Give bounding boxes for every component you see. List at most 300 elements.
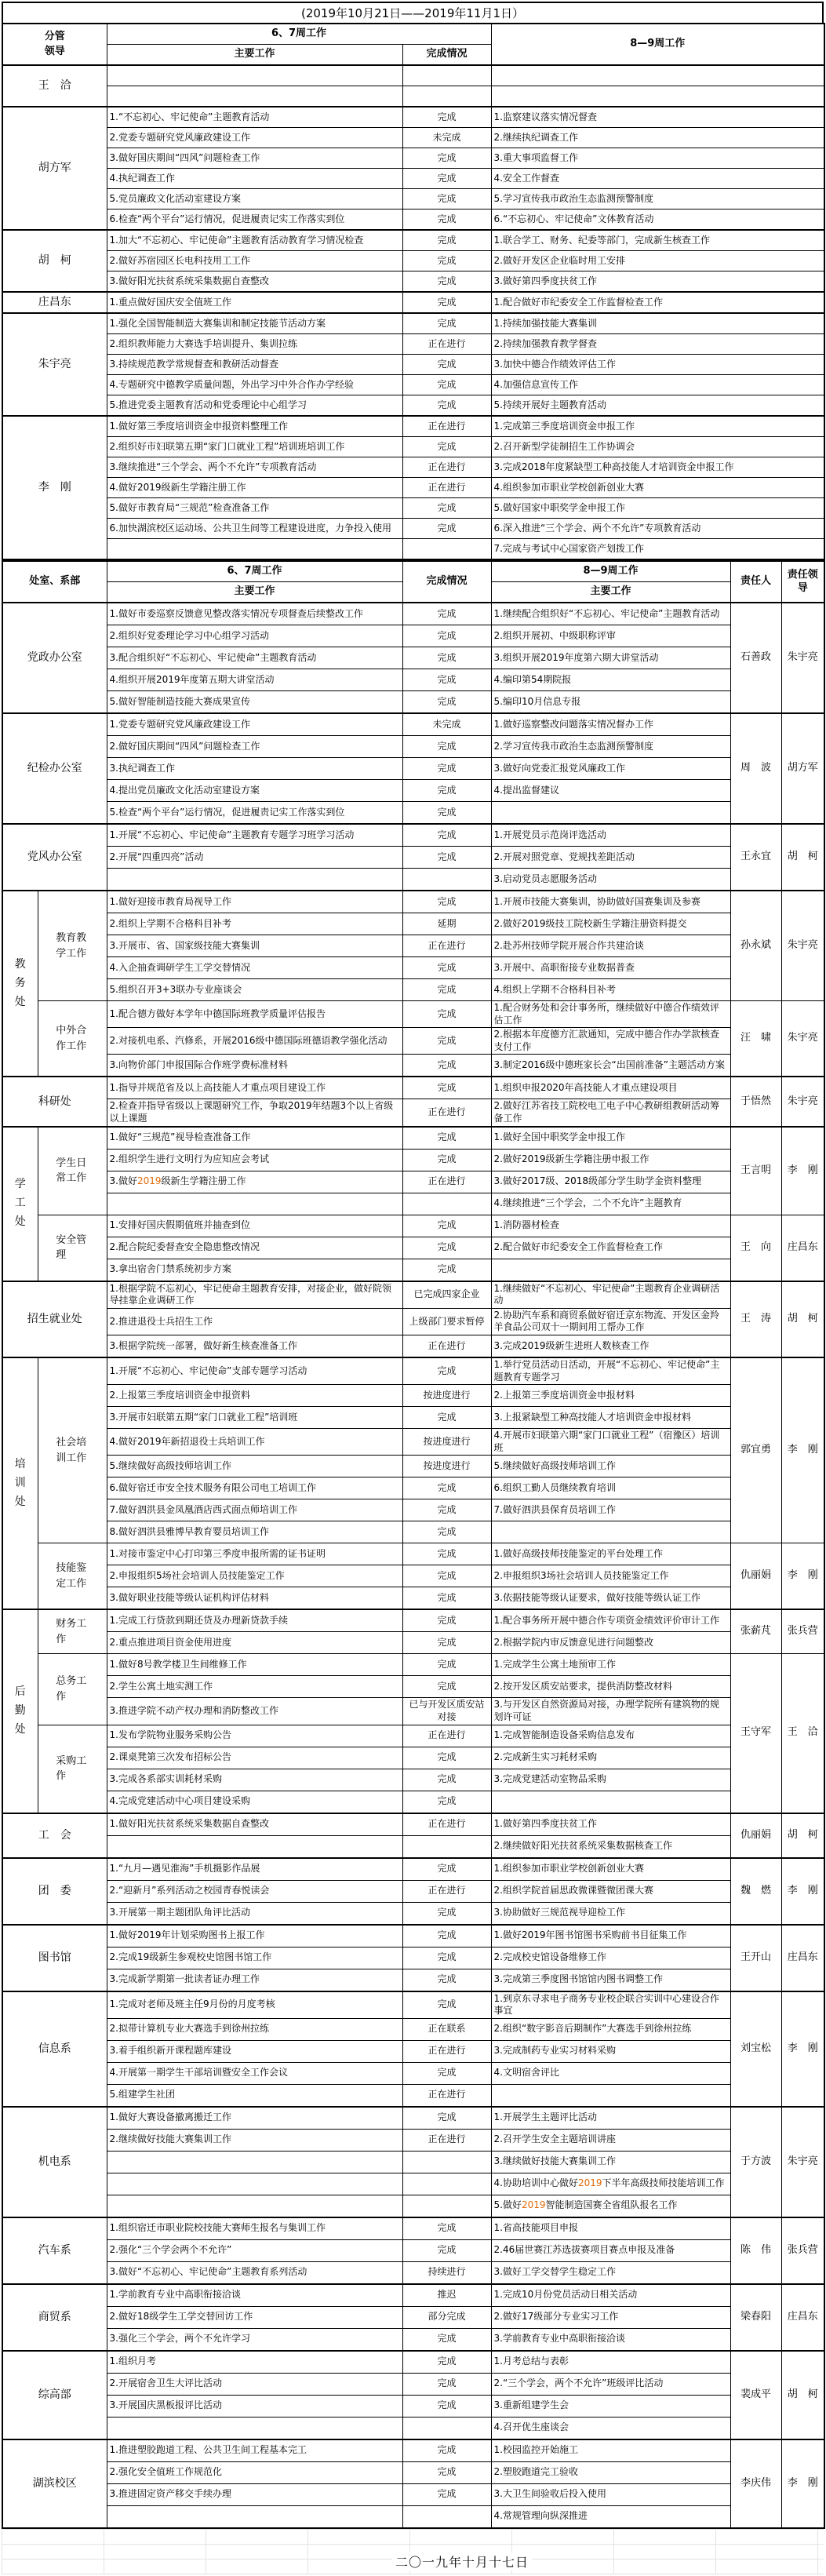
responsible-leader: 庄昌东	[781, 1215, 824, 1281]
leader-work-row	[2, 416, 824, 437]
responsible-person: 周 波	[730, 713, 781, 824]
status-cell: 完成	[402, 2239, 491, 2261]
dept-work-row	[2, 691, 824, 714]
dept-work-row	[2, 2151, 824, 2173]
dept-work-row	[2, 2306, 824, 2328]
responsible-person: 张薪芃	[730, 1609, 781, 1654]
leader-work-row	[2, 292, 824, 313]
plan-cell: 2.组织开展初、中级职称评审	[491, 625, 730, 647]
status-cell: 完成	[402, 1477, 491, 1499]
work-cell: 4.组织开展2019年度第五期大讲堂活动	[107, 669, 402, 691]
work-cell: 3.着手组织新开课程题库建设	[107, 2040, 402, 2062]
plan-cell: 1.开展学生主题评比活动	[491, 2107, 730, 2130]
plan-cell: 1.做好第四季度扶贫工作	[491, 1813, 730, 1836]
plan-cell: 6.“不忘初心、牢记使命”文体教育活动	[491, 210, 824, 231]
plan-cell: 5.做好国家中职奖学金申报工作	[491, 498, 824, 519]
responsible-leader: 李 刚	[781, 1991, 824, 2107]
dept-work-row	[2, 625, 824, 647]
plan-cell: 5.继续做好高级技师培训工作	[491, 1456, 730, 1477]
status-cell: 上级部门要求暂停	[402, 1308, 491, 1335]
dept-work-row	[2, 2417, 824, 2439]
status-cell	[402, 2505, 491, 2528]
plan-cell: 1.配合事务所开展中德合作专项资金绩效评价审计工作	[491, 1609, 730, 1632]
work-cell: 1.做好阳光扶贫系统采集数据自查整改	[107, 1813, 402, 1836]
dept-work-row	[2, 1028, 824, 1055]
status-cell: 完成	[402, 2107, 491, 2130]
leader-label: 庄昌东	[2, 292, 107, 313]
work-cell: 3.做好职业技能等级认证机构评估材料	[107, 1587, 402, 1610]
work-cell: 2.完成19级新生参观校史馆图书馆工作	[107, 1947, 402, 1969]
work-cell: 1.推进塑胶跑道工程、公共卫生间工程基本完工	[107, 2439, 402, 2462]
responsible-leader: 胡 柯	[781, 2351, 824, 2439]
responsible-person: 李庆伟	[730, 2439, 781, 2528]
dept-work-row	[2, 2461, 824, 2483]
leader-work-row	[2, 128, 824, 148]
column-header-main-work: 主要工作	[107, 45, 402, 66]
column-header-resp: 责任人	[730, 561, 781, 603]
leader-work-row	[2, 107, 824, 128]
dept-work-row	[2, 2395, 824, 2417]
dept-work-row	[2, 603, 824, 625]
dept-work-row	[2, 713, 824, 736]
work-cell: 4.专题研究中德教学质量问题，外出学习中外合作办学经验	[107, 375, 402, 395]
work-cell: 3.根据学院统一部署，做好新生核查准备工作	[107, 1335, 402, 1357]
status-cell: 完成	[402, 669, 491, 691]
plan-cell: 2.学习宣传我市政治生态监测预警制度	[491, 736, 730, 758]
responsible-person: 王 向	[730, 1215, 781, 1281]
status-cell: 正在进行	[402, 478, 491, 498]
plan-cell: 2.配合做好市纪委安全工作监督检查工作	[491, 1237, 730, 1259]
status-cell	[402, 539, 491, 560]
plan-cell: 3.完成2019级新生进班人数核查工作	[491, 1335, 730, 1357]
status-cell: 完成	[402, 1654, 491, 1676]
responsible-leader: 胡 柯	[781, 1281, 824, 1357]
column-header-leader: 分管领导	[2, 24, 107, 65]
work-cell	[107, 1193, 402, 1215]
dept-work-row	[2, 2483, 824, 2505]
responsible-person: 于悟然	[730, 1077, 781, 1126]
dept-label: 团 委	[2, 1858, 107, 1925]
status-cell: 完成	[402, 1902, 491, 1925]
responsible-person: 郭宜勇	[730, 1357, 781, 1543]
plan-cell: 3.开展中、高职衔接专业数据普查	[491, 957, 730, 979]
work-cell: 4.提出党员廉政文化活动室建设方案	[107, 780, 402, 802]
dept-work-row	[2, 1609, 824, 1632]
work-cell: 1.做好大赛设备撤离搬迁工作	[107, 2107, 402, 2130]
leader-work-row	[2, 334, 824, 355]
subgroup-label: 中外合作工作	[38, 1001, 107, 1077]
responsible-person: 仇丽娟	[730, 1813, 781, 1858]
leader-work-row	[2, 498, 824, 519]
work-cell: 1.做好“三规范”视导检查准备工作	[107, 1127, 402, 1150]
status-cell: 完成	[402, 802, 491, 825]
work-cell: 4.开展第一期学生干部培训暨安全工作会议	[107, 2062, 402, 2084]
status-cell: 完成	[402, 736, 491, 758]
dept-work-row	[2, 1969, 824, 1991]
plan-cell: 4.常规管理向纵深推进	[491, 2505, 730, 2528]
dept-work-row	[2, 935, 824, 957]
work-cell: 2.申报组织5场社会培训人员技能鉴定工作	[107, 1565, 402, 1587]
responsible-leader: 朱宇亮	[781, 1077, 824, 1126]
status-cell: 完成	[402, 1676, 491, 1698]
dept-work-row	[2, 1587, 824, 1610]
status-cell: 完成	[402, 1259, 491, 1281]
responsible-leader: 朱宇亮	[781, 2107, 824, 2217]
work-cell: 3.配合组织好“不忘初心、牢记使命”主题教育活动	[107, 647, 402, 669]
dept-work-row	[2, 1055, 824, 1077]
dept-label: 纪检办公室	[2, 713, 107, 824]
plan-cell: 1.开展党员示范岗评选活动	[491, 824, 730, 847]
status-cell: 完成	[402, 107, 491, 128]
dept-label: 后勤处	[2, 1609, 38, 1813]
work-cell: 1.配合德方做好本学年中德国际班教学质量评估报告	[107, 1001, 402, 1028]
responsible-person: 于方波	[730, 2107, 781, 2217]
status-cell: 完成	[402, 625, 491, 647]
departments-table	[2, 560, 825, 2529]
work-cell: 1.组织宿迁市职业院校技能大赛师生报名与集训工作	[107, 2217, 402, 2240]
responsible-leader: 朱宇亮	[781, 891, 824, 1001]
work-cell: 1.做好8号教学楼卫生间维修工作	[107, 1654, 402, 1676]
plan-cell: 4.协助培训中心做好2019下半年高级技师技能培训工作	[491, 2173, 730, 2195]
leader-work-row	[2, 210, 824, 231]
work-cell: 3.开展国庆黑板报评比活动	[107, 2395, 402, 2417]
work-cell: 2.强化“三个学会两个不允许”	[107, 2239, 402, 2261]
plan-cell: 3.启动党员志愿服务活动	[491, 869, 730, 891]
dept-work-row	[2, 2062, 824, 2084]
plan-cell: 1.月考总结与表彰	[491, 2351, 730, 2374]
status-cell: 完成	[402, 1001, 491, 1028]
status-cell: 完成	[402, 2062, 491, 2084]
status-cell: 完成	[402, 1237, 491, 1259]
status-cell: 完成	[402, 847, 491, 869]
dept-work-row	[2, 2505, 824, 2528]
plan-cell: 2.完成新生实习耗材采购	[491, 1747, 730, 1769]
work-cell: 2.开展“四重四亮”活动	[107, 847, 402, 869]
column-header-status: 完成情况	[402, 45, 491, 66]
plan-cell: 1.监察建议落实情况督查	[491, 107, 824, 128]
plan-cell: 1.联合学工、财务、纪委等部门，完成新生核查工作	[491, 230, 824, 251]
work-cell: 1.学前教育专业中高职衔接洽谈	[107, 2284, 402, 2307]
subgroup-label: 学生日常工作	[38, 1127, 107, 1215]
report-date: 二〇一九年十月十七日	[392, 2552, 532, 2571]
dept-work-row	[2, 1171, 824, 1193]
work-cell	[107, 2151, 402, 2173]
dept-label: 招生就业处	[2, 1281, 107, 1357]
dept-work-row	[2, 1281, 824, 1309]
column-header-dept: 处室、系部	[2, 561, 107, 603]
dept-label: 科研处	[2, 1077, 107, 1126]
dept-work-row	[2, 1565, 824, 1587]
status-cell: 完成	[402, 1947, 491, 1969]
plan-cell: 1.到京东寻求电子商务专业校企联合实训中心建设合作事宜	[491, 1991, 730, 2019]
status-cell	[402, 869, 491, 891]
subgroup-label: 技能鉴定工作	[38, 1543, 107, 1610]
plan-cell: 1.做好2019年图书馆图书采购前书目征集工作	[491, 1925, 730, 1947]
work-cell	[107, 869, 402, 891]
plan-cell: 4.开展市妇联第六期“家门口就业工程”（宿豫区）培训班	[491, 1429, 730, 1456]
responsible-person: 王言明	[730, 1127, 781, 1215]
plan-cell: 2.根据本年度德方汇款通知，完成中德合作办学款核查支付工作	[491, 1028, 730, 1055]
dept-work-row	[2, 669, 824, 691]
dept-work-row	[2, 979, 824, 1001]
plan-cell	[491, 86, 824, 107]
work-cell: 2.做好18级学生工学交替回访工作	[107, 2306, 402, 2328]
dept-work-row	[2, 1991, 824, 2019]
status-cell: 完成	[402, 1521, 491, 1543]
dept-label: 工 会	[2, 1813, 107, 1858]
leader-work-row	[2, 230, 824, 251]
plan-cell: 2.申报组织3场社会培训人员技能鉴定工作	[491, 1565, 730, 1587]
work-cell: 4.执纪调查工作	[107, 169, 402, 189]
plan-cell: 3.大卫生间验收后投入使用	[491, 2483, 730, 2505]
status-cell: 完成	[402, 437, 491, 457]
dept-work-row	[2, 1001, 824, 1028]
departments-table-body	[2, 603, 824, 2528]
dept-work-row	[2, 1193, 824, 1215]
status-cell: 完成	[402, 395, 491, 417]
plan-cell: 1.做好全国中职奖学金申报工作	[491, 1127, 730, 1150]
status-cell: 完成	[402, 780, 491, 802]
plan-cell: 2.继续执纪调查工作	[491, 128, 824, 148]
plan-cell: 4.继续推进“三个学会，二个不允许”主题教育	[491, 1193, 730, 1215]
leader-work-row	[2, 148, 824, 169]
subgroup-label: 教育教学工作	[38, 891, 107, 1001]
dept-label: 学工处	[2, 1127, 38, 1281]
leader-label: 李 刚	[2, 416, 107, 559]
work-cell: 1.指导并规范省及以上高技能人才重点项目建设工作	[107, 1077, 402, 1099]
column-header-week89: 8—9周工作	[491, 24, 824, 65]
dept-work-row	[2, 1813, 824, 1836]
dept-label: 汽车系	[2, 2217, 107, 2284]
dept-work-row	[2, 1521, 824, 1543]
status-cell: 完成	[402, 148, 491, 169]
work-cell: 2.组织学生进行文明行为应知应会考试	[107, 1149, 402, 1171]
plan-cell: 2.召开新型学徒制招生工作协调会	[491, 437, 824, 457]
plan-cell: 3.完成制药专业实习材料采购	[491, 2040, 730, 2062]
work-cell: 3.完成新学期第一批读者证办理工作	[107, 1969, 402, 1991]
dept-work-row	[2, 2217, 824, 2240]
plan-cell: 2.46届世赛江苏选拔赛项目赛点申报及准备	[491, 2239, 730, 2261]
status-cell: 完成	[402, 1991, 491, 2019]
status-cell: 正在联系	[402, 2018, 491, 2040]
plan-cell: 6.深入推进“三个学会、两个不允许”专项教育活动	[491, 519, 824, 539]
work-cell: 8.做好泗洪县雅博早教育婴员培训工作	[107, 1521, 402, 1543]
status-cell: 完成	[402, 1565, 491, 1587]
responsible-leader: 朱宇亮	[781, 1001, 824, 1077]
work-cell: 1.做好迎接市教育局视导工作	[107, 891, 402, 913]
status-cell: 已完成四家企业	[402, 1281, 491, 1309]
status-cell: 完成	[402, 210, 491, 231]
status-cell: 已与开发区质安站对接	[402, 1698, 491, 1725]
dept-work-row	[2, 2040, 824, 2062]
work-cell: 2.检查并指导省级以上课题研究工作，争取2019年结题3个以上省级以上课题	[107, 1099, 402, 1127]
status-cell: 部分完成	[402, 2306, 491, 2328]
leader-work-row	[2, 539, 824, 560]
status-cell: 完成	[402, 355, 491, 375]
responsible-person: 陈 伟	[730, 2217, 781, 2284]
responsible-person: 裴成平	[730, 2351, 781, 2439]
plan-cell: 3.重新组建学生会	[491, 2395, 730, 2417]
work-cell	[107, 2417, 402, 2439]
plan-cell: 7.做好泗洪县保育员培训工作	[491, 1499, 730, 1521]
column-header-status: 完成情况	[402, 561, 491, 603]
plan-cell: 1.持续加强技能大赛集训	[491, 313, 824, 334]
dept-work-row	[2, 1543, 824, 1565]
responsible-person: 王开山	[730, 1925, 781, 1991]
work-cell: 1.开展“不忘初心、牢记使命”支部专题学习活动	[107, 1357, 402, 1385]
dept-work-row	[2, 1456, 824, 1477]
plan-cell: 2.组织“数字影音后期制作”大赛选手到徐州拉练	[491, 2018, 730, 2040]
plan-cell: 2.继续做好阳光扶贫系统采集数据核查工作	[491, 1835, 730, 1858]
work-cell: 1.重点做好国庆安全值班工作	[107, 292, 402, 313]
responsible-person: 王 涛	[730, 1281, 781, 1357]
status-cell: 正在进行	[402, 416, 491, 437]
dept-work-row	[2, 2107, 824, 2130]
dept-work-row	[2, 2373, 824, 2395]
column-header-week67: 6、7周工作	[107, 561, 402, 582]
dept-work-row	[2, 758, 824, 780]
status-cell: 完成	[402, 519, 491, 539]
responsible-person: 孙永斌	[730, 891, 781, 1001]
dept-work-row	[2, 1127, 824, 1150]
dept-work-row	[2, 957, 824, 979]
responsible-leader: 张兵营	[781, 2217, 824, 2284]
plan-cell: 3.依据技能等级认证要求，做好技能等级认证工作	[491, 1587, 730, 1610]
status-cell: 完成	[402, 758, 491, 780]
status-cell: 完成	[402, 1632, 491, 1654]
work-cell: 2.拟带计算机专业大赛选手到徐州拉练	[107, 2018, 402, 2040]
leader-work-row	[2, 251, 824, 271]
dept-work-row	[2, 2239, 824, 2261]
work-cell: 1.做好市委巡察反馈意见整改落实情况专项督查后续整改工作	[107, 603, 402, 625]
status-cell: 完成	[402, 1215, 491, 1237]
plan-cell: 2.上报第三季度培训资金申报材料	[491, 1385, 730, 1407]
dept-work-row	[2, 847, 824, 869]
work-cell: 4.入企抽查调研学生工学交替情况	[107, 957, 402, 979]
work-cell: 3.强化三个学会，两个不允许学习	[107, 2328, 402, 2351]
plan-cell: 3.加快中德合作绩效评估工作	[491, 355, 824, 375]
work-cell: 3.持续规范教学常规督查和教研活动督查	[107, 355, 402, 375]
responsible-leader: 李 刚	[781, 1127, 824, 1215]
status-cell: 按进度进行	[402, 1429, 491, 1456]
work-cell: 2.组织好市妇联第五期“家门口就业工程”培训班培训工作	[107, 437, 402, 457]
status-cell: 完成	[402, 189, 491, 210]
responsible-person: 石善政	[730, 603, 781, 713]
work-cell: 5.继续做好高级技师培训工作	[107, 1456, 402, 1477]
status-cell: 完成	[402, 1858, 491, 1881]
dept-work-row	[2, 1149, 824, 1171]
dept-work-row	[2, 1725, 824, 1747]
plan-cell: 3.继续做好技能大赛集训工作	[491, 2151, 730, 2173]
dept-work-row	[2, 1429, 824, 1456]
dept-work-row	[2, 1477, 824, 1499]
dept-label: 教务处	[2, 891, 38, 1077]
status-cell: 完成	[402, 1969, 491, 1991]
dept-work-row	[2, 2261, 824, 2284]
work-cell: 3.推进学院不动产权办理和消防整改工作	[107, 1698, 402, 1725]
dept-work-row	[2, 1902, 824, 1925]
status-cell: 正在进行	[402, 1880, 491, 1902]
plan-cell: 2.召开学生安全主题培训讲座	[491, 2129, 730, 2151]
work-cell: 3.执纪调查工作	[107, 758, 402, 780]
status-cell: 完成	[402, 647, 491, 669]
plan-cell: 3.组织开展2019年度第六期大讲堂活动	[491, 647, 730, 669]
plan-cell: 3.完成党建活动室物品采购	[491, 1769, 730, 1791]
plan-cell: 1.校园监控开始施工	[491, 2439, 730, 2462]
work-cell	[107, 2195, 402, 2217]
status-cell: 完成	[402, 375, 491, 395]
dept-label: 党政办公室	[2, 603, 107, 713]
status-cell: 完成	[402, 271, 491, 293]
dept-label: 商贸系	[2, 2284, 107, 2351]
plan-cell: 4.组织上学期不合格科目补考	[491, 979, 730, 1001]
dept-work-row	[2, 2439, 824, 2462]
status-cell: 完成	[402, 169, 491, 189]
work-cell: 1.做好2019年计划采购图书上报工作	[107, 1925, 402, 1947]
plan-cell: 6.组织工勤人员继续教育培训	[491, 1477, 730, 1499]
work-cell: 2.继续做好技能大赛集训工作	[107, 2129, 402, 2151]
dept-work-row	[2, 1835, 824, 1858]
dept-work-row	[2, 1947, 824, 1969]
work-cell: 3.做好“不忘初心、牢记使命”主题教育系列活动	[107, 2261, 402, 2284]
status-cell: 正在进行	[402, 1099, 491, 1127]
column-header-week89: 8—9周工作	[491, 561, 730, 582]
plan-cell: 3.制定2016级中德班家长会“出国前准备”主题活动方案	[491, 1055, 730, 1077]
dept-work-row	[2, 2328, 824, 2351]
status-cell: 未完成	[402, 713, 491, 736]
plan-cell: 3.做好2017级、2018级部分学生助学金资料整理	[491, 1171, 730, 1193]
work-cell: 6.做好宿迁市安全技术服务有限公司电工培训工作	[107, 1477, 402, 1499]
plan-cell: 7.完成与考试中心国家资产划拨工作	[491, 539, 824, 560]
leader-work-row	[2, 189, 824, 210]
work-cell: 1.完成对老师及班主任9月份的月度考核	[107, 1991, 402, 2019]
work-cell: 6.检查“两个平台”运行情况，促进履责记实工作落实到位	[107, 210, 402, 231]
plan-cell	[491, 802, 730, 825]
column-header-main-work2: 主要工作	[491, 582, 730, 603]
plan-cell: 2.赴苏州技师学院开展合作共建洽谈	[491, 935, 730, 957]
plan-cell: 4.召开优生座谈会	[491, 2417, 730, 2439]
status-cell	[402, 2195, 491, 2217]
report-title: (2019年10月21日——2019年11月1日）	[2, 2, 824, 23]
dept-work-row	[2, 2084, 824, 2107]
leader-label: 王 洽	[2, 65, 107, 107]
plan-cell: 4.组织参加市职业学校创新创业大赛	[491, 478, 824, 498]
dept-work-row	[2, 1308, 824, 1335]
dept-work-row	[2, 1747, 824, 1769]
dept-work-row	[2, 2351, 824, 2374]
plan-cell: 1.配合做好市纪委安全工作监督检查工作	[491, 292, 824, 313]
responsible-person: 王守军	[730, 1654, 781, 1813]
dept-work-row	[2, 1335, 824, 1357]
status-cell: 正在进行	[402, 1725, 491, 1747]
dept-work-row	[2, 869, 824, 891]
leader-work-row	[2, 86, 824, 107]
plan-cell: 2.持续加强教育教学督查	[491, 334, 824, 355]
responsible-leader: 朱宇亮	[781, 603, 824, 713]
dept-work-row	[2, 913, 824, 935]
dept-label: 综高部	[2, 2351, 107, 2439]
plan-cell: 3.上报紧缺型工种高技能人才培训资金申报材料	[491, 1407, 730, 1429]
subgroup-label: 总务工作	[38, 1654, 107, 1725]
status-cell: 完成	[402, 251, 491, 271]
status-cell: 完成	[402, 1357, 491, 1385]
plan-cell: 1.继续做好“不忘初心、牢记使命”主题教育企业调研活动	[491, 1281, 730, 1309]
dept-work-row	[2, 1215, 824, 1237]
work-cell: 2.课桌凳第三次发布招标公告	[107, 1747, 402, 1769]
work-cell: 1.发布学院物业服务采购公告	[107, 1725, 402, 1747]
dept-work-row	[2, 1925, 824, 1947]
responsible-person: 梁春阳	[730, 2284, 781, 2351]
